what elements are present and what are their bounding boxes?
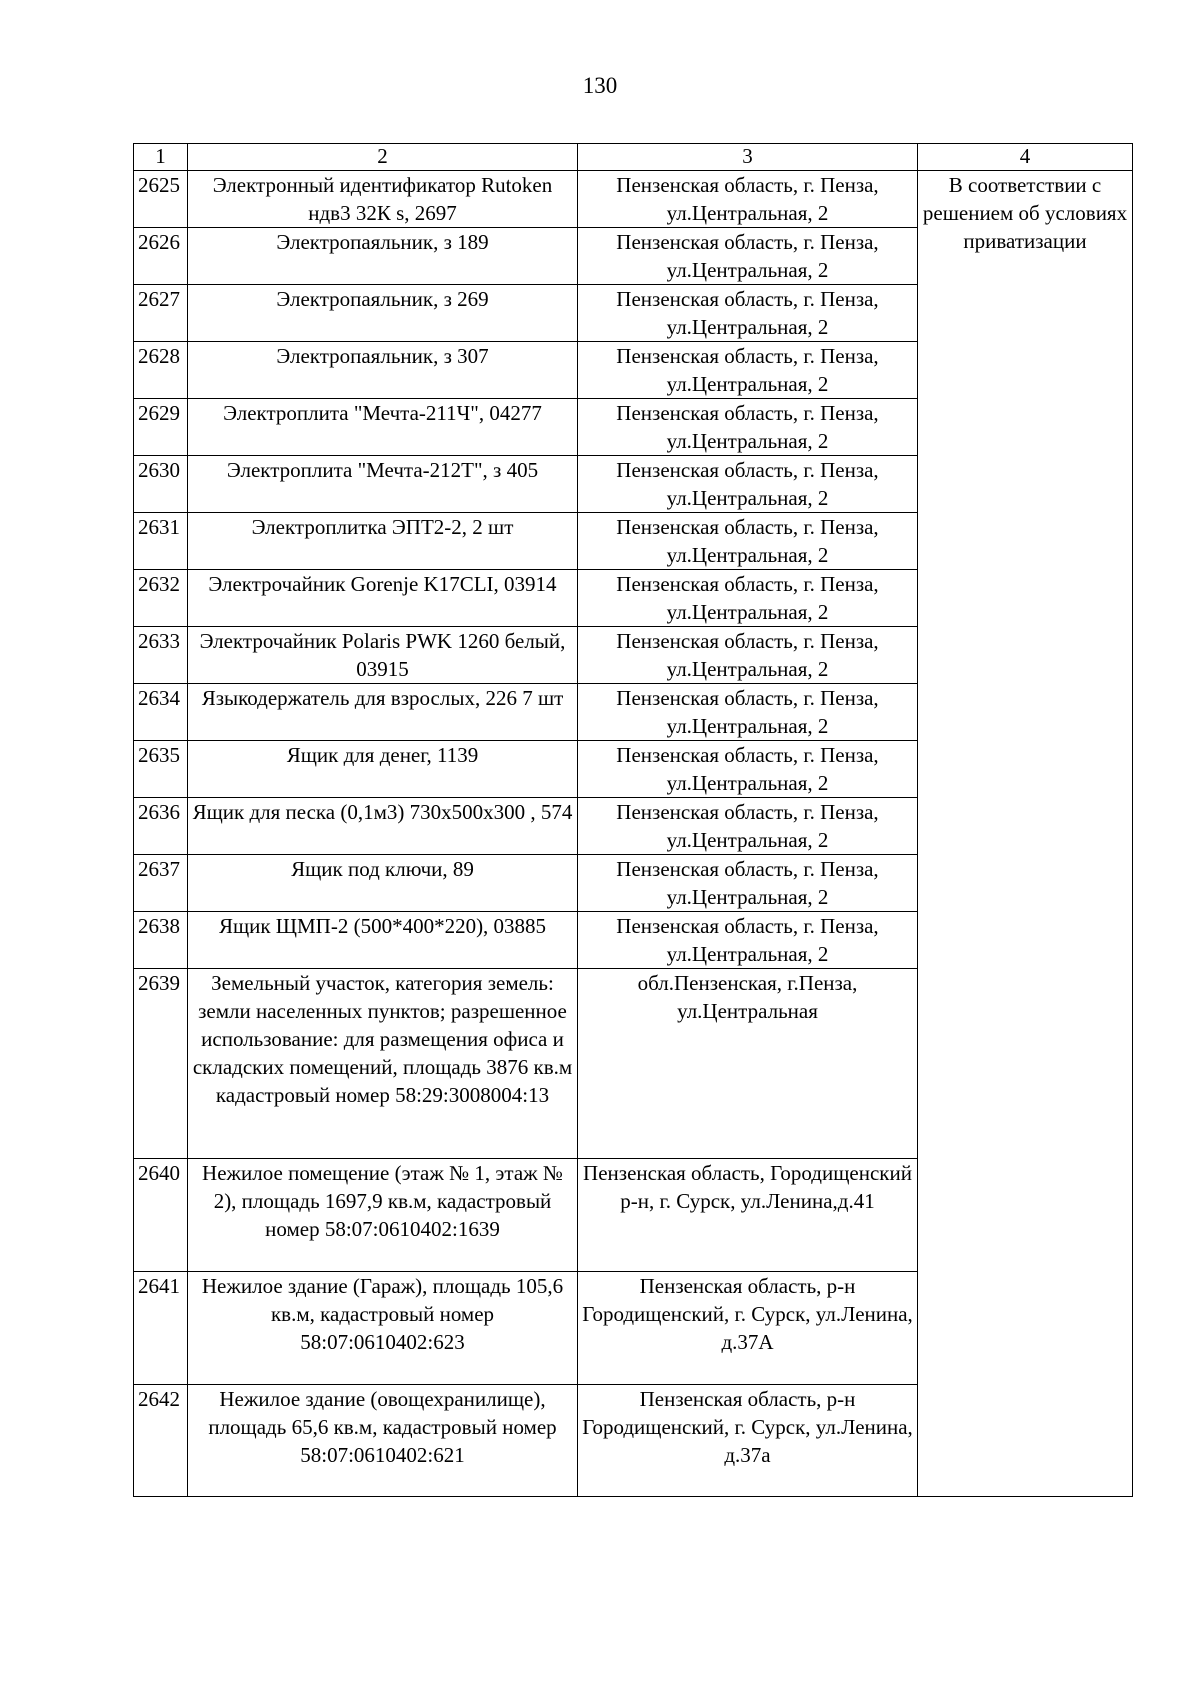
property-address: Пензенская область, г. Пенза, ул.Центральная, 2 (578, 855, 918, 912)
property-name: Нежилое здание (Гараж), площадь 105,6 кв.м, кадастровый номер 58:07:0610402:623 (188, 1272, 578, 1385)
row-number: 2626 (134, 228, 188, 285)
property-name: Нежилое помещение (этаж № 1, этаж № 2), площадь 1697,9 кв.м, кадастровый номер 58:07:0610402:1639 (188, 1159, 578, 1272)
property-address: Пензенская область, г. Пенза, ул.Центральная, 2 (578, 570, 918, 627)
property-table (133, 143, 1133, 1497)
row-number: 2640 (134, 1159, 188, 1272)
property-name: Ящик ЩМП-2 (500*400*220), 03885 (188, 912, 578, 969)
property-name: Электрочайник Gorenje K17CLI, 03914 (188, 570, 578, 627)
privatization-condition: В соответствии с решением об условиях приватизации (918, 171, 1133, 1497)
row-number: 2641 (134, 1272, 188, 1385)
page-number: 130 (582, 73, 618, 98)
property-address: Пензенская область, г. Пенза, ул.Центральная, 2 (578, 456, 918, 513)
property-address: Пензенская область, г. Пенза, ул.Центральная, 2 (578, 741, 918, 798)
property-address: Пензенская область, Городищенский р-н, г. Сурск, ул.Ленина,д.41 (578, 1159, 918, 1272)
property-address: Пензенская область, г. Пенза, ул.Центральная, 2 (578, 171, 918, 228)
property-name: Ящик для песка (0,1м3) 730х500х300 , 574 (188, 798, 578, 855)
property-name: Земельный участок, категория земель: земли населенных пунктов; разрешенное использование: для размещения офиса и складских помещений, площадь 3876 кв.м кадастровый номер 58:29:3008004:13 (188, 969, 578, 1159)
column-header-4: 4 (918, 144, 1133, 171)
property-address: Пензенская область, р-н Городищенский, г. Сурск, ул.Ленина, д.37А (578, 1272, 918, 1385)
property-name: Электроплитка ЭПТ2-2, 2 шт (188, 513, 578, 570)
row-number: 2625 (134, 171, 188, 228)
property-name: Электроплита "Мечта-211Ч", 04277 (188, 399, 578, 456)
row-number: 2630 (134, 456, 188, 513)
property-address: Пензенская область, г. Пенза, ул.Центральная, 2 (578, 912, 918, 969)
row-number: 2635 (134, 741, 188, 798)
property-address: Пензенская область, г. Пенза, ул.Центральная, 2 (578, 684, 918, 741)
column-header-1: 1 (134, 144, 188, 171)
property-name: Ящик под ключи, 89 (188, 855, 578, 912)
header-row (134, 144, 1133, 171)
property-name: Электропаяльник, з 189 (188, 228, 578, 285)
row-number: 2638 (134, 912, 188, 969)
property-address: Пензенская область, г. Пенза, ул.Центральная, 2 (578, 285, 918, 342)
row-number: 2634 (134, 684, 188, 741)
row-number: 2637 (134, 855, 188, 912)
row-number: 2628 (134, 342, 188, 399)
property-address: Пензенская область, г. Пенза, ул.Центральная, 2 (578, 798, 918, 855)
property-name: Электронный идентификатор Rutoken ндв3 32К s, 2697 (188, 171, 578, 228)
column-header-2: 2 (188, 144, 578, 171)
row-number: 2632 (134, 570, 188, 627)
table-body (134, 171, 1133, 1497)
property-address: обл.Пензенская, г.Пенза, ул.Центральная (578, 969, 918, 1159)
row-number: 2631 (134, 513, 188, 570)
property-address: Пензенская область, г. Пенза, ул.Центральная, 2 (578, 399, 918, 456)
property-address: Пензенская область, г. Пенза, ул.Центральная, 2 (578, 342, 918, 399)
property-address: Пензенская область, г. Пенза, ул.Центральная, 2 (578, 627, 918, 684)
property-name: Электроплита "Мечта-212Т", з 405 (188, 456, 578, 513)
property-name: Языкодержатель для взрослых, 226 7 шт (188, 684, 578, 741)
property-name: Электропаяльник, з 269 (188, 285, 578, 342)
row-number: 2633 (134, 627, 188, 684)
table-header (134, 144, 1133, 171)
row-number: 2642 (134, 1385, 188, 1497)
row-number: 2636 (134, 798, 188, 855)
property-name: Нежилое здание (овощехранилище), площадь 65,6 кв.м, кадастровый номер 58:07:0610402:621 (188, 1385, 578, 1497)
table-row (134, 171, 1133, 228)
property-name: Электропаяльник, з 307 (188, 342, 578, 399)
column-header-3: 3 (578, 144, 918, 171)
property-name: Ящик для денег, 1139 (188, 741, 578, 798)
property-address: Пензенская область, г. Пенза, ул.Центральная, 2 (578, 228, 918, 285)
row-number: 2627 (134, 285, 188, 342)
property-address: Пензенская область, р-н Городищенский, г. Сурск, ул.Ленина, д.37а (578, 1385, 918, 1497)
row-number: 2629 (134, 399, 188, 456)
property-address: Пензенская область, г. Пенза, ул.Центральная, 2 (578, 513, 918, 570)
row-number: 2639 (134, 969, 188, 1159)
property-name: Электрочайник Polaris PWK 1260 белый, 03915 (188, 627, 578, 684)
